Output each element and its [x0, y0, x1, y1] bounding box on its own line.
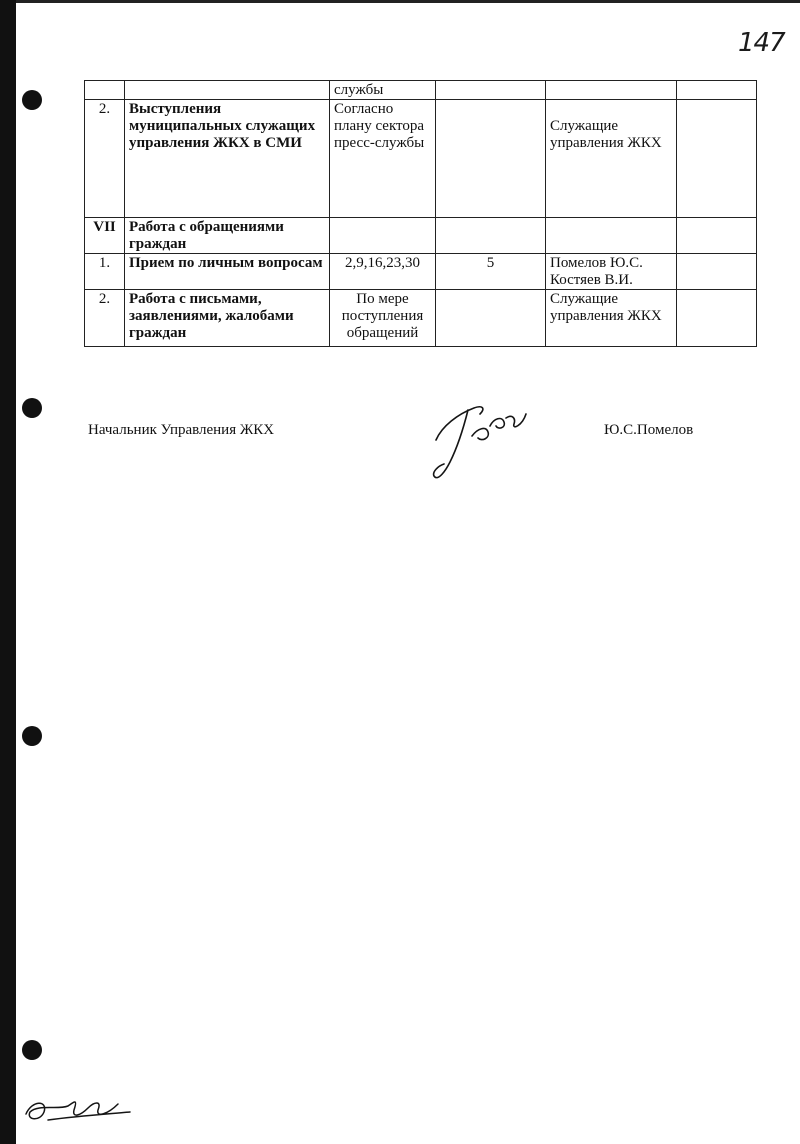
table-row: [85, 100, 757, 218]
row-responsible: Помелов Ю.С. Костяев В.И.: [546, 254, 677, 290]
row-term: По мере поступления обращений: [330, 290, 436, 347]
row-note: [677, 218, 757, 254]
signatory-position: Начальник Управления ЖКХ: [88, 422, 275, 438]
table-row: [85, 81, 757, 100]
section-number: VII: [85, 218, 125, 254]
row-title: [125, 81, 330, 100]
punch-hole: [22, 398, 42, 418]
handwritten-signature: [428, 396, 538, 486]
row-hours: [436, 290, 546, 347]
row-responsible: Служащие управления ЖКХ: [546, 100, 677, 218]
row-title: Работа с письмами, заявлениями, жалобами граждан: [125, 290, 330, 347]
row-note: [677, 100, 757, 218]
handwritten-initials: [18, 1090, 138, 1130]
row-term: [330, 218, 436, 254]
row-hours: [436, 81, 546, 100]
row-title: Выступления муниципальных служащих управления ЖКХ в СМИ: [125, 100, 330, 218]
page-number: 147: [738, 28, 785, 58]
row-responsible: [546, 81, 677, 100]
table-row: [85, 218, 757, 254]
row-number: [85, 81, 125, 100]
scan-edge-top: [0, 0, 800, 3]
punch-hole: [22, 726, 42, 746]
row-note: [677, 290, 757, 347]
row-hours: [436, 100, 546, 218]
table-row: [85, 254, 757, 290]
signatory-name: Ю.С.Помелов: [604, 422, 694, 438]
row-term: службы: [330, 81, 436, 100]
row-number: 2.: [85, 290, 125, 347]
row-responsible: Служащие управления ЖКХ: [546, 290, 677, 347]
section-title: Работа с обращениями граждан: [125, 218, 330, 254]
plan-table: [84, 80, 757, 347]
row-note: [677, 254, 757, 290]
row-term: 2,9,16,23,30: [330, 254, 436, 290]
row-hours: 5: [436, 254, 546, 290]
punch-hole: [22, 1040, 42, 1060]
row-number: 1.: [85, 254, 125, 290]
scan-edge-left: [0, 0, 16, 1144]
row-number: 2.: [85, 100, 125, 218]
row-hours: [436, 218, 546, 254]
row-responsible: [546, 218, 677, 254]
table-row: [85, 290, 757, 347]
punch-hole: [22, 90, 42, 110]
row-title: Прием по личным вопросам: [125, 254, 330, 290]
row-note: [677, 81, 757, 100]
row-term: Согласно плану сектора пресс-службы: [330, 100, 436, 218]
